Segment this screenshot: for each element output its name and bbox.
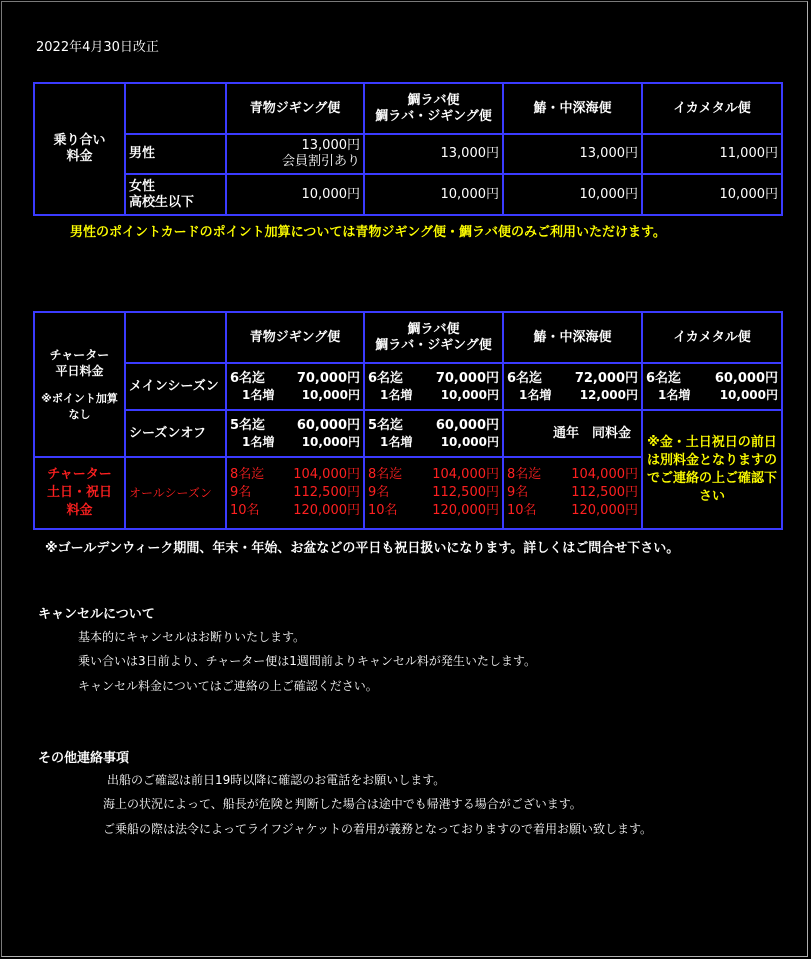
fare-table xyxy=(33,82,783,216)
charter-weekday-note: ※ポイント加算 なし xyxy=(41,391,118,421)
fare-male-ikametal: 11,000円 xyxy=(642,134,782,174)
charter-weekday-label xyxy=(34,312,125,457)
off-season-cell: 5名迄 60,000円 1名増 10,000円 xyxy=(364,410,503,457)
charter-header-sawara: 鰆・中深海便 xyxy=(503,312,642,363)
off-season-yearround: 通年 同料金 xyxy=(503,410,642,457)
holiday-cell: 8名迄 104,000円 9名 112,500円 10名 120,000円 xyxy=(226,457,364,529)
off-season-label: シーズンオフ xyxy=(125,410,226,457)
fare-male-tairaba: 13,000円 xyxy=(364,134,503,174)
charter-table xyxy=(33,311,783,530)
fare-row-female-label: 女性 高校生以下 xyxy=(125,174,226,215)
charter-weekday-title: チャーター 平日料金 xyxy=(49,347,110,378)
revision-date: 2022年4月30日改正 xyxy=(36,40,159,55)
main-season-cell: 6名迄 60,000円 1名増 10,000円 xyxy=(642,363,782,410)
fare-female-aomono: 10,000円 xyxy=(226,174,364,215)
fare-male-sawara: 13,000円 xyxy=(503,134,642,174)
other-line: 出船のご確認は前日19時以降に確認のお電話をお願いします。 xyxy=(107,773,446,787)
other-line: ご乗船の際は法令によってライフジャケットの着用が義務となっておりますので着用お願い致します。 xyxy=(103,822,653,836)
holiday-cell: 8名迄 104,000円 9名 112,500円 10名 120,000円 xyxy=(364,457,503,529)
off-season-cell: 5名迄 60,000円 1名増 10,000円 xyxy=(226,410,364,457)
fare-female-tairaba: 10,000円 xyxy=(364,174,503,215)
holiday-label: チャーター 土日・祝日 料金 xyxy=(34,457,125,529)
cancel-title: キャンセルについて xyxy=(38,607,155,622)
cancel-line: 基本的にキャンセルはお断りいたします。 xyxy=(78,630,306,644)
fare-header-tairaba: 鯛ラバ便 鯛ラバ・ジギング便 xyxy=(364,83,503,134)
fare-header-sawara: 鰆・中深海便 xyxy=(503,83,642,134)
charter-header-tairaba: 鯛ラバ便 鯛ラバ・ジギング便 xyxy=(364,312,503,363)
fare-female-sawara: 10,000円 xyxy=(503,174,642,215)
main-season-cell: 6名迄 70,000円 1名増 10,000円 xyxy=(364,363,503,410)
fare-header-ikametal: イカメタル便 xyxy=(642,83,782,134)
charter-header-aomono: 青物ジギング便 xyxy=(226,312,364,363)
main-season-cell: 6名迄 72,000円 1名増 12,000円 xyxy=(503,363,642,410)
fare-header-aomono: 青物ジギング便 xyxy=(226,83,364,134)
holiday-period-note: ※ゴールデンウィーク期間、年末・年始、お盆などの平日も祝日扱いになります。詳しくはご問合せ下さい。 xyxy=(45,541,680,556)
fare-corner-label: 乗り合い 料金 xyxy=(34,83,125,215)
fare-header-empty xyxy=(125,83,226,134)
other-line: 海上の状況によって、船長が危険と判断した場合は途中でも帰港する場合がございます。 xyxy=(103,797,582,811)
holiday-season-label: オールシーズン xyxy=(125,457,226,529)
main-season-cell: 6名迄 70,000円 1名増 10,000円 xyxy=(226,363,364,410)
point-card-note: 男性のポイントカードのポイント加算については青物ジギング便・鯛ラバ便のみご利用いただけます。 xyxy=(70,225,666,240)
main-season-label: メインシーズン xyxy=(125,363,226,410)
charter-header-ikametal: イカメタル便 xyxy=(642,312,782,363)
cancel-line: 乗い合いは3日前より、チャーター便は1週間前よりキャンセル料が発生いたします。 xyxy=(78,654,536,668)
fare-male-aomono: 13,000円 会員割引あり xyxy=(226,134,364,174)
holiday-cell: 8名迄 104,000円 9名 112,500円 10名 120,000円 xyxy=(503,457,642,529)
other-title: その他連絡事項 xyxy=(38,751,130,766)
fare-row-male-label: 男性 xyxy=(125,134,226,174)
cancel-line: キャンセル料金についてはご連絡の上ご確認ください。 xyxy=(78,679,378,693)
holiday-eve-note: ※金・土日祝日の前日は別料金となりますのでご連絡の上ご確認下さい xyxy=(642,410,782,529)
fare-female-ikametal: 10,000円 xyxy=(642,174,782,215)
charter-header-empty xyxy=(125,312,226,363)
